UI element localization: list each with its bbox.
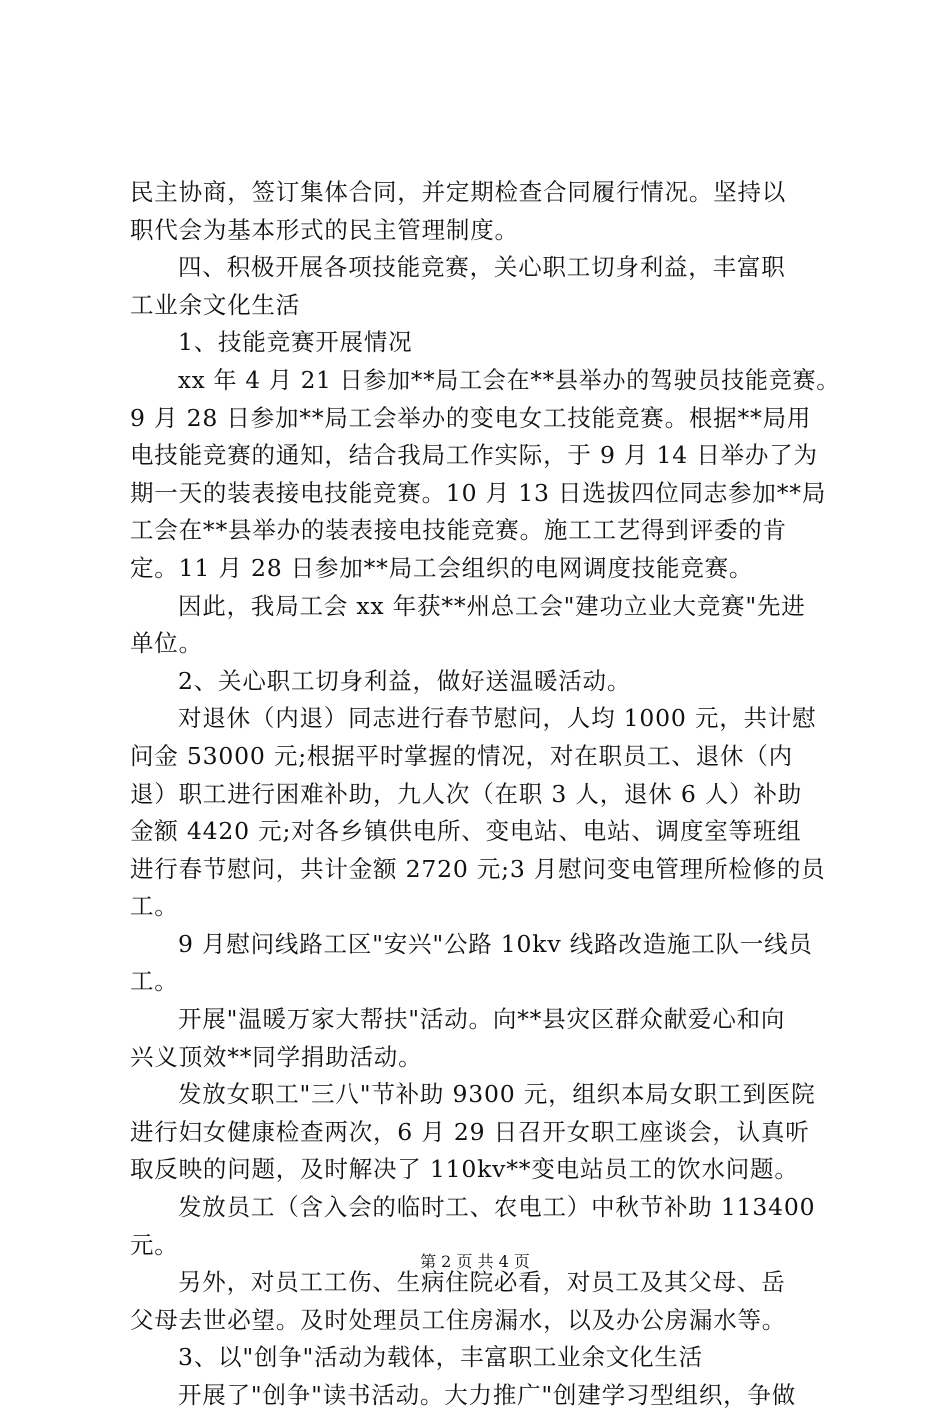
text-line: 期一天的装表接电技能竞赛。10 月 13 日选拔四位同志参加**局 [130, 478, 827, 507]
text-line: 元。 [130, 1230, 179, 1259]
text-line: 退）职工进行困难补助，九人次（在职 3 人，退休 6 人）补助 [130, 779, 803, 808]
text-line: 开展"温暖万家大帮扶"活动。向**县灾区群众献爱心和向 [178, 1005, 786, 1034]
text-line: 2、关心职工切身利益，做好送温暖活动。 [178, 666, 632, 695]
text-line: 取反映的问题，及时解决了 110kv**变电站员工的饮水问题。 [130, 1155, 799, 1184]
text-line: 单位。 [130, 629, 203, 658]
text-line: 民主协商，签订集体合同，并定期检查合同履行情况。坚持以 [130, 178, 787, 206]
page-footer: 第 2 页 共 4 页 [420, 1252, 530, 1271]
text-line: 工。 [130, 892, 179, 921]
text-line: 开展了"创争"读书活动。大力推广"创建学习型组织，争做 [178, 1381, 797, 1409]
text-line: 工。 [130, 967, 179, 996]
text-line: 定。11 月 28 日参加**局工会组织的电网调度技能竞赛。 [130, 553, 754, 582]
text-line: 金额 4420 元;对各乡镇供电所、变电站、电站、调度室等班组 [130, 817, 802, 846]
text-line: 因此，我局工会 xx 年获**州总工会"建功立业大竞赛"先进 [178, 591, 806, 620]
text-line: 父母去世必望。及时处理员工住房漏水，以及办公房漏水等。 [130, 1305, 787, 1334]
text-line: 对退休（内退）同志进行春节慰问，人均 1000 元，共计慰 [178, 704, 817, 733]
text-line: 进行妇女健康检查两次，6 月 29 日召开女职工座谈会，认真听 [130, 1117, 810, 1146]
text-line: 职代会为基本形式的民主管理制度。 [130, 215, 519, 244]
text-line: 问金 53000 元;根据平时掌握的情况，对在职员工、退休（内 [130, 741, 793, 770]
document-body [130, 174, 840, 1415]
text-line: 工会在**县举办的装表接电技能竞赛。施工工艺得到评委的肯 [130, 516, 787, 545]
text-line: 电技能竞赛的通知，结合我局工作实际，于 9 月 14 日举办了为 [130, 441, 818, 470]
text-line: 工业余文化生活 [130, 290, 301, 319]
text-line: 发放女职工"三八"节补助 9300 元，组织本局女职工到医院 [178, 1080, 816, 1109]
text-line: 9 月慰问线路工区"安兴"公路 10kv 线路改造施工队一线员 [178, 929, 813, 958]
text-line: xx 年 4 月 21 日参加**局工会在**县举办的驾驶员技能竞赛。 [178, 365, 840, 394]
text-line: 进行春节慰问，共计金额 2720 元;3 月慰问变电管理所检修的员 [130, 854, 826, 883]
text-line: 1、技能竞赛开展情况 [178, 328, 413, 357]
text-line: 四、积极开展各项技能竞赛，关心职工切身利益，丰富职 [178, 253, 786, 282]
text-line: 3、以"创争"活动为载体，丰富职工业余文化生活 [178, 1343, 703, 1372]
text-line: 发放员工（含入会的临时工、农电工）中秋节补助 113400 [178, 1193, 816, 1222]
text-line: 兴义顶效**同学捐助活动。 [130, 1042, 423, 1071]
text-line: 9 月 28 日参加**局工会举办的变电女工技能竞赛。根据**局用 [130, 403, 812, 432]
text-line: 另外，对员工工伤、生病住院必看，对员工及其父母、岳 [178, 1268, 786, 1297]
